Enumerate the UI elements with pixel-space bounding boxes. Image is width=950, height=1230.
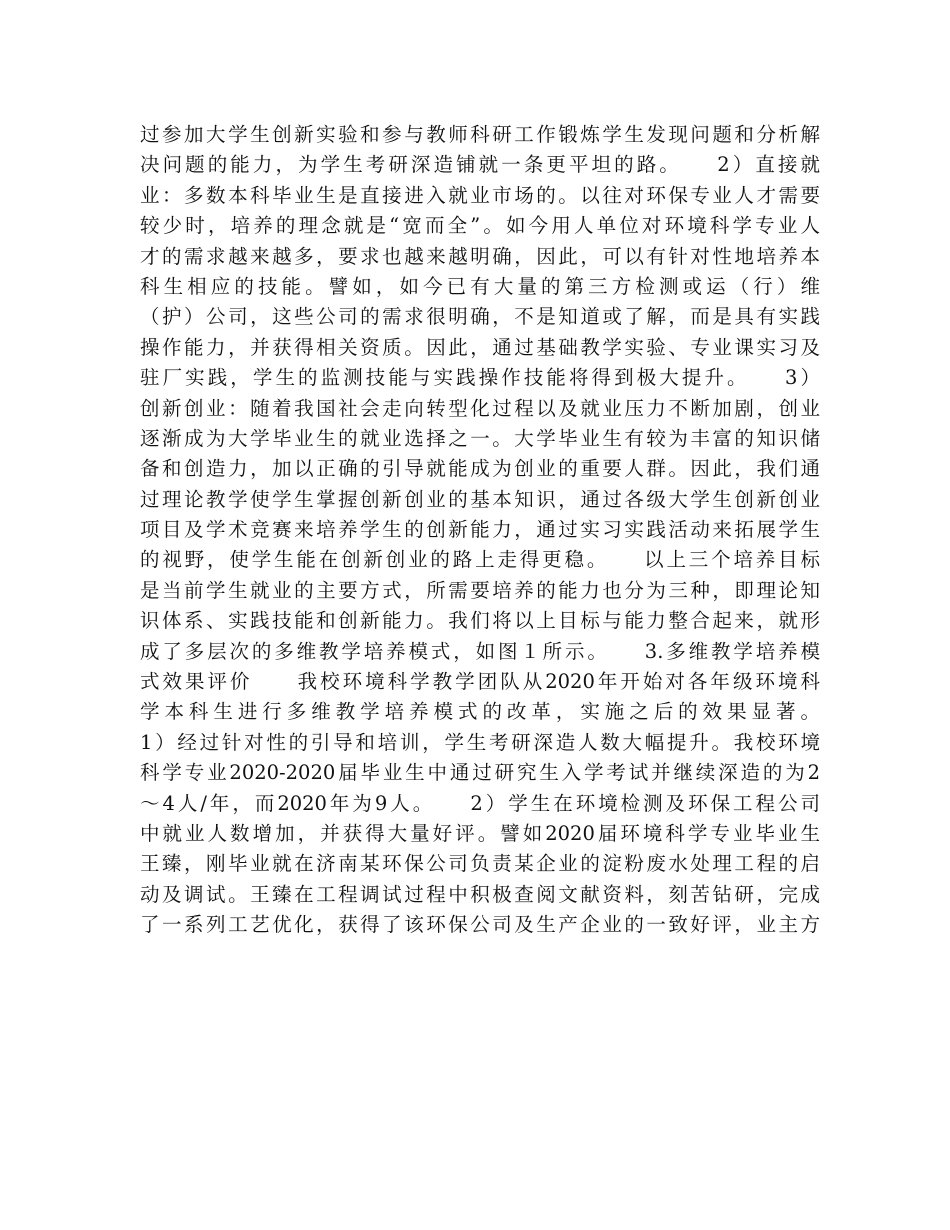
text-line: 中就业人数增加，并获得大量好评。譬如2020届环境科学专业毕业生 <box>140 821 820 845</box>
text-line: 1）经过针对性的引导和培训，学生考研深造人数大幅提升。我校环境 <box>140 730 820 754</box>
body-text <box>140 120 820 941</box>
text-line: 科生相应的技能。譬如，如今已有大量的第三方检测或运（行）维 <box>140 274 820 298</box>
text-line: 项目及学术竞赛来培养学生的创新能力，通过实习实践活动来拓展学生 <box>140 518 820 542</box>
text-line: 过参加大学生创新实验和参与教师科研工作锻炼学生发现问题和分析解 <box>140 123 820 146</box>
text-line: （护）公司，这些公司的需求很明确，不是知道或了解，而是具有实践 <box>140 305 820 329</box>
text-line: 科学专业2020-2020届毕业生中通过研究生入学考试并继续深造的为2 <box>140 761 820 785</box>
text-line: 的视野，使学生能在创新创业的路上走得更稳。 以上三个培养目标 <box>140 548 820 572</box>
text-line: 备和创造力，加以正确的引导就能成为创业的重要人群。因此，我们通 <box>140 457 820 481</box>
text-line: 王臻，刚毕业就在济南某环保公司负责某企业的淀粉废水处理工程的启 <box>140 852 820 876</box>
text-line: 是当前学生就业的主要方式，所需要培养的能力也分为三种，即理论知 <box>140 578 820 602</box>
text-line: 较少时，培养的理念就是“宽而全”。如今用人单位对环境科学专业人 <box>140 214 820 238</box>
text-line: ～4人/年，而2020年为9人。 2）学生在环境检测及环保工程公司 <box>140 791 820 815</box>
text-line: 式效果评价 我校环境科学教学团队从2020年开始对各年级环境科 <box>140 670 820 694</box>
text-line: 才的需求越来越多，要求也越来越明确，因此，可以有针对性地培养本 <box>140 244 820 268</box>
text-line: 业：多数本科毕业生是直接进入就业市场的。以往对环保专业人才需要 <box>140 183 820 207</box>
text-line: 驻厂实践，学生的监测技能与实践操作技能将得到极大提升。 3） <box>140 366 820 390</box>
text-line: 创新创业：随着我国社会走向转型化过程以及就业压力不断加剧，创业 <box>140 396 820 420</box>
text-line: 操作能力，并获得相关资质。因此，通过基础教学实验、专业课实习及 <box>140 335 820 359</box>
text-line: 决问题的能力，为学生考研深造铺就一条更平坦的路。 2）直接就 <box>140 153 820 177</box>
text-line: 动及调试。王臻在工程调试过程中积极查阅文献资料，刻苦钻研，完成 <box>140 882 820 906</box>
text-line: 过理论教学使学生掌握创新创业的基本知识，通过各级大学生创新创业 <box>140 487 820 511</box>
text-line: 成了多层次的多维教学培养模式，如图１所示。 3.多维教学培养模 <box>140 639 820 663</box>
text-line: 了一系列工艺优化，获得了该环保公司及生产企业的一致好评，业主方 <box>140 913 820 937</box>
text-line: 学本科生进行多维教学培养模式的改革，实施之后的效果显著。 <box>140 700 820 724</box>
text-line: 识体系、实践技能和创新能力。我们将以上目标与能力整合起来，就形 <box>140 609 820 633</box>
text-line: 逐渐成为大学毕业生的就业选择之一。大学毕业生有较为丰富的知识储 <box>140 426 820 450</box>
